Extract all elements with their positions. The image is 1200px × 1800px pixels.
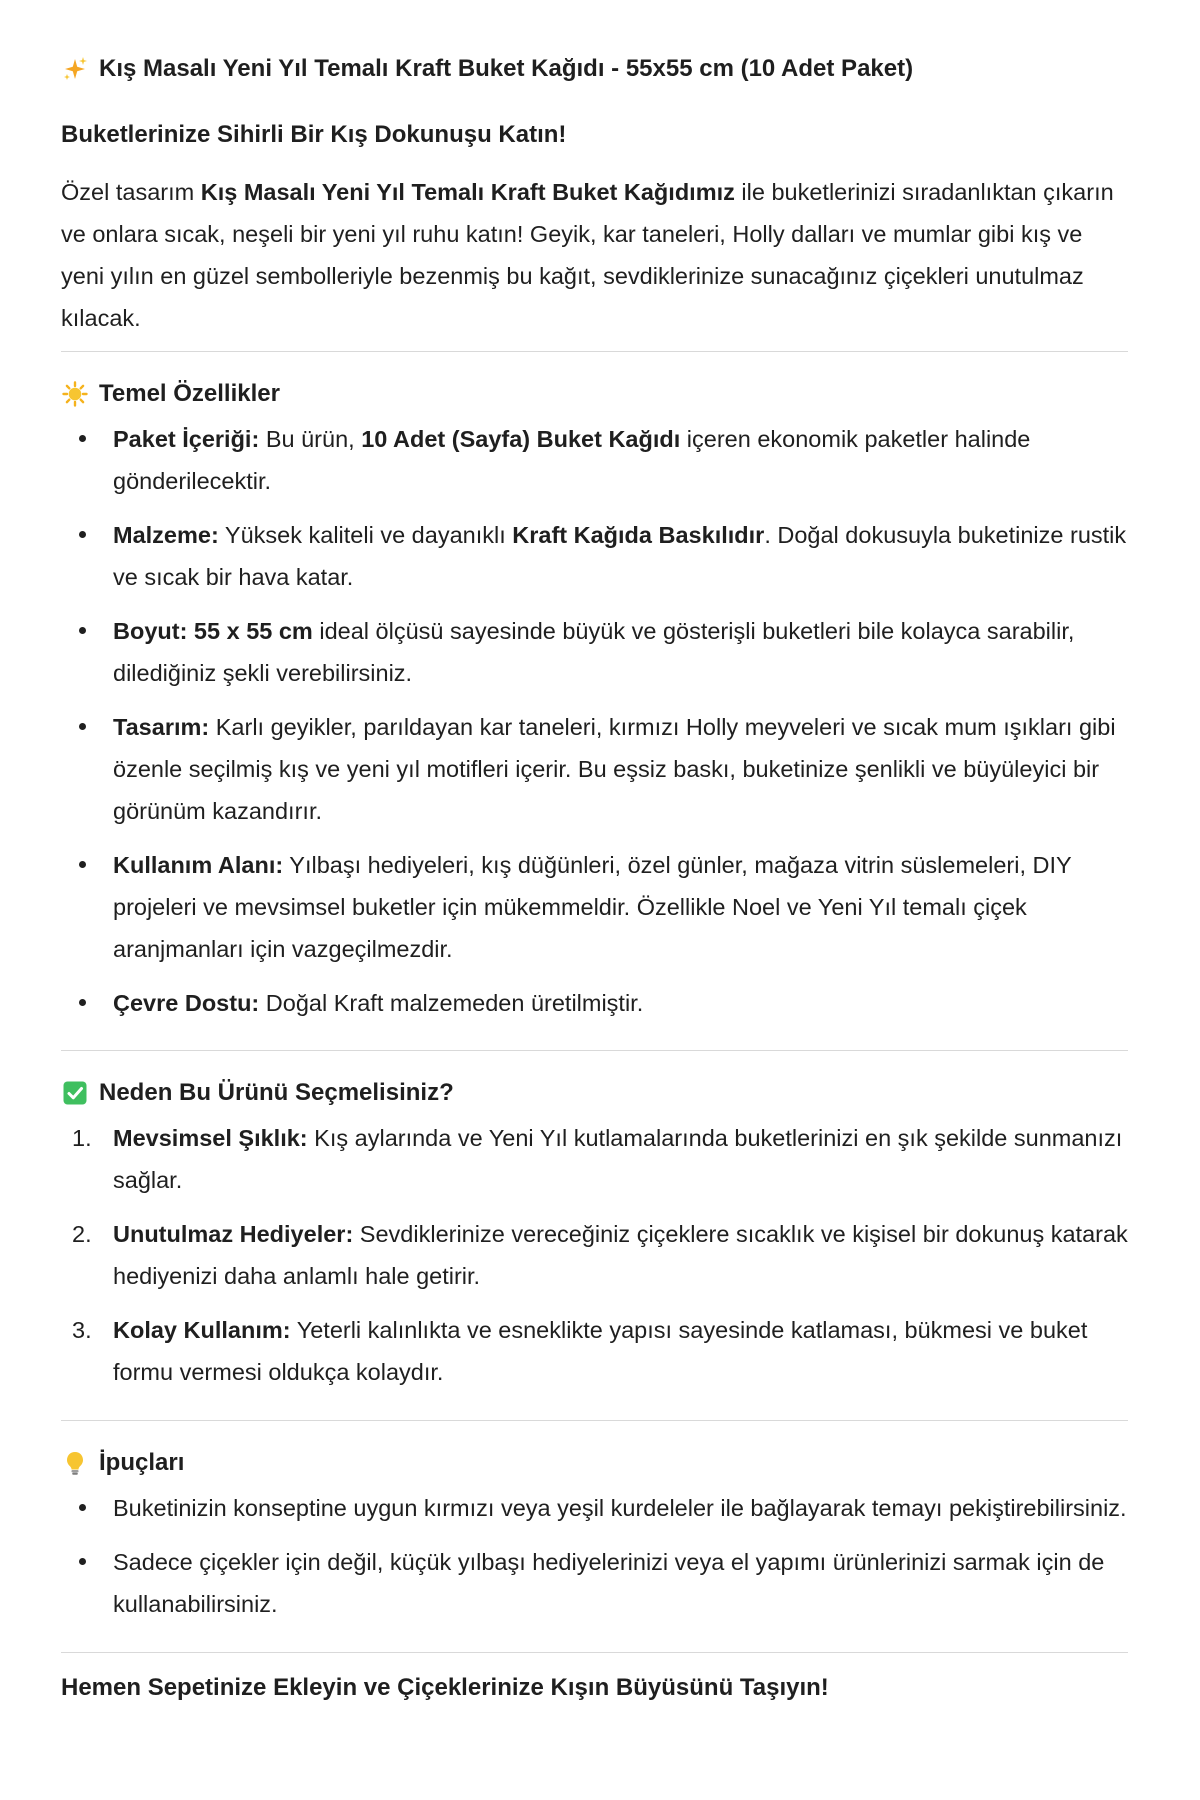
feature-text: ideal ölçüsü sayesinde büyük ve gösterişli buketleri bile kolayca sarabilir, dilediğiniz şekli verebilirsiniz.: [113, 618, 1075, 686]
feature-bold: 10 Adet (Sayfa) Buket Kağıdı: [361, 426, 681, 452]
divider: [61, 1652, 1128, 1653]
feature-label: Çevre Dostu:: [113, 990, 260, 1016]
feature-label: Malzeme:: [113, 522, 219, 548]
feature-text: Bu ürün,: [259, 426, 362, 452]
light-bulb-icon: [61, 1449, 89, 1477]
product-title-text: Kış Masalı Yeni Yıl Temalı Kraft Buket Kağıdı - 55x55 cm (10 Adet Paket): [99, 55, 914, 82]
divider: [61, 351, 1128, 352]
subtitle: Buketlerinize Sihirli Bir Kış Dokunuşu Katın!: [61, 121, 567, 148]
call-to-action: Hemen Sepetinize Ekleyin ve Çiçeklerinize Kışın Büyüsünü Taşıyın!: [61, 1674, 829, 1701]
reasons-list: [61, 1117, 1128, 1393]
list-item: Buketinizin konseptine uygun kırmızı veya yeşil kurdeleler ile bağlayarak temayı pekiştirebilirsiniz.: [61, 1487, 1128, 1529]
list-item: [61, 1213, 1128, 1297]
features-heading: [61, 378, 1128, 410]
divider: [61, 1420, 1128, 1421]
check-box-icon: [61, 1079, 89, 1107]
list-item: [61, 514, 1128, 598]
list-item: [61, 1309, 1128, 1393]
feature-bold: Kraft Kağıda Baskılıdır: [512, 522, 765, 548]
list-item: Sadece çiçekler için değil, küçük yılbaşı hediyelerinizi veya el yapımı ürünlerinizi sarmak için de kullanabilirsiniz.: [61, 1541, 1128, 1625]
intro-text-start: Özel tasarım: [61, 179, 201, 205]
tips-heading: [61, 1447, 1128, 1479]
feature-label: Tasarım:: [113, 714, 210, 740]
feature-label: Paket İçeriği:: [113, 426, 260, 452]
intro-paragraph: [61, 171, 1128, 339]
feature-text: Yılbaşı hediyeleri, kış düğünleri, özel günler, mağaza vitrin süslemeleri, DIY projeleri ve mevsimsel buketler için mükemmeldir. Özellikle Noel ve Yeni Yıl temalı çiçek aranjmanları için vazgeçilmezdir.: [113, 852, 1072, 962]
reason-text: Yeterli kalınlıkta ve esneklikte yapısı sayesinde katlaması, bükmesi ve buket formu vermesi oldukça kolaydır.: [113, 1317, 1088, 1385]
list-item: [61, 610, 1128, 694]
feature-text: Doğal Kraft malzemeden üretilmiştir.: [259, 990, 644, 1016]
list-item: [61, 418, 1128, 502]
sun-icon: [61, 380, 89, 408]
reason-label: Mevsimsel Şıklık:: [113, 1125, 308, 1151]
divider: [61, 1050, 1128, 1051]
list-item: [61, 706, 1128, 832]
item-number: 2.: [72, 1221, 92, 1247]
feature-text: Yüksek kaliteli ve dayanıklı: [218, 522, 513, 548]
reason-text: Sevdiklerinize vereceğiniz çiçeklere sıcaklık ve kişisel bir dokunuş katarak hediyenizi daha anlamlı hale getirir.: [113, 1221, 1128, 1289]
features-list: [61, 418, 1128, 1024]
feature-text: Karlı geyikler, parıldayan kar taneleri, kırmızı Holly meyveleri ve sıcak mum ışıkları gibi özenle seçilmiş kış ve yeni yıl motifleri içerir. Bu eşsiz baskı, buketinize şenlikli ve büyüleyici bir görünüm kazandırır.: [113, 714, 1116, 824]
reasons-heading-text: Neden Bu Ürünü Seçmelisiniz?: [99, 1079, 454, 1106]
item-number: 1.: [72, 1125, 92, 1151]
tips-list: [61, 1487, 1128, 1625]
feature-label: Kullanım Alanı:: [113, 852, 284, 878]
reason-label: Unutulmaz Hediyeler:: [113, 1221, 354, 1247]
item-number: 3.: [72, 1317, 92, 1343]
intro-bold-product-name: Kış Masalı Yeni Yıl Temalı Kraft Buket Kağıdımız: [200, 179, 735, 205]
feature-text: içeren ekonomik paketler halinde gönderilecektir.: [113, 426, 1031, 494]
reasons-heading: [61, 1077, 1128, 1109]
list-item: [61, 844, 1128, 970]
reason-label: Kolay Kullanım:: [113, 1317, 291, 1343]
tips-heading-text: İpuçları: [99, 1449, 185, 1476]
feature-label: Boyut: 55 x 55 cm: [113, 618, 313, 644]
feature-text: . Doğal dokusuyla buketinize rustik ve sıcak bir hava katar.: [113, 522, 1127, 590]
intro-text-end: ile buketlerinizi sıradanlıktan çıkarın ve onlara sıcak, neşeli bir yeni yıl ruhu katın! Geyik, kar taneleri, Holly dalları ve mumlar gibi kış ve yeni yılın en güzel sembolleriyle bezenmiş bu kağıt, sevdiklerinize sunacağınız çiçekleri unutulmaz kılacak.: [61, 179, 1114, 331]
reason-text: Kış aylarında ve Yeni Yıl kutlamalarında buketlerinizi en şık şekilde sunmanızı sağlar.: [113, 1125, 1123, 1193]
list-item: [61, 1117, 1128, 1201]
list-item: [61, 982, 1128, 1024]
product-title: [61, 53, 1128, 85]
sparkles-icon: [61, 55, 89, 83]
features-heading-text: Temel Özellikler: [99, 380, 280, 407]
